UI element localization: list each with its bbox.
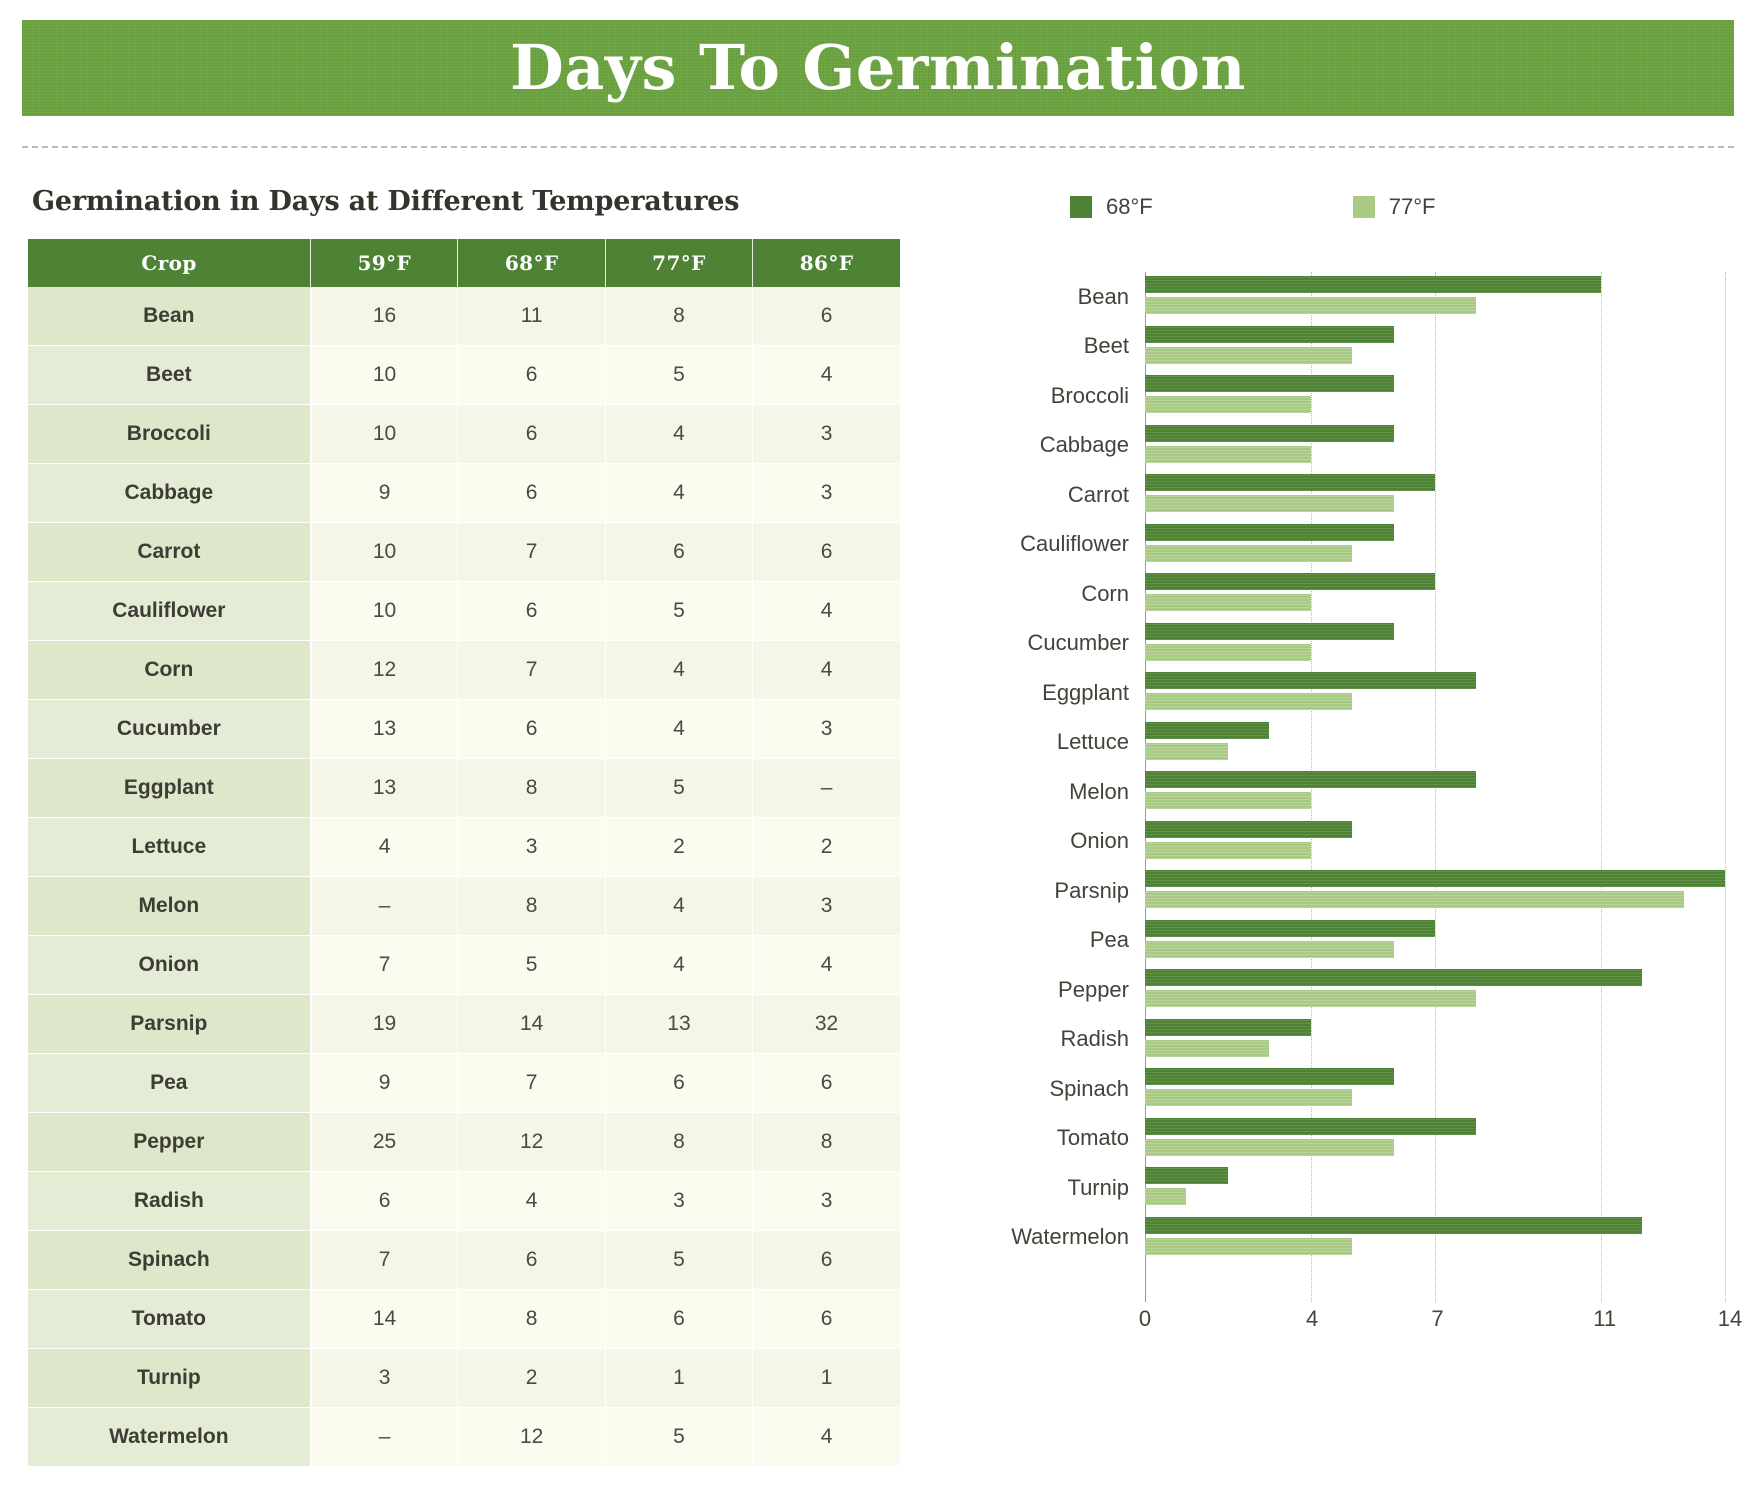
cell-crop: Spinach bbox=[28, 1231, 311, 1290]
cell-v77: 4 bbox=[605, 700, 752, 759]
bar-77f bbox=[1145, 495, 1394, 512]
chart-legend bbox=[1070, 194, 1435, 220]
cell-crop: Onion bbox=[28, 936, 311, 995]
cell-crop: Eggplant bbox=[28, 759, 311, 818]
bar-68f bbox=[1145, 771, 1476, 788]
cell-v86: 3 bbox=[753, 405, 900, 464]
bar-77f bbox=[1145, 941, 1394, 958]
cell-v59: 6 bbox=[311, 1172, 458, 1231]
cell-crop: Corn bbox=[28, 641, 311, 700]
cell-crop: Watermelon bbox=[28, 1408, 311, 1467]
table-row bbox=[28, 1172, 900, 1231]
cell-v77: 5 bbox=[605, 1231, 752, 1290]
cell-v77: 13 bbox=[605, 995, 752, 1054]
bar-rows bbox=[1011, 272, 1725, 1302]
cell-v86: 6 bbox=[753, 1231, 900, 1290]
cell-v86: 6 bbox=[753, 287, 900, 346]
table-row bbox=[28, 287, 900, 346]
bar-68f bbox=[1145, 623, 1394, 640]
cell-crop: Lettuce bbox=[28, 818, 311, 877]
bar-77f bbox=[1145, 1238, 1352, 1255]
bar-group bbox=[1089, 916, 1725, 966]
x-tick-label: 0 bbox=[1138, 1306, 1152, 1331]
bar-group bbox=[1083, 322, 1725, 372]
table-row bbox=[28, 405, 900, 464]
cell-v68: 5 bbox=[458, 936, 605, 995]
bar-group bbox=[1056, 718, 1725, 768]
cell-crop: Melon bbox=[28, 877, 311, 936]
cell-crop: Broccoli bbox=[28, 405, 311, 464]
cell-crop: Parsnip bbox=[28, 995, 311, 1054]
cell-v77: 5 bbox=[605, 582, 752, 641]
chart-section bbox=[930, 180, 1743, 1370]
bar-77f bbox=[1145, 644, 1311, 661]
bar-group bbox=[1069, 767, 1725, 817]
cell-v59: – bbox=[311, 1408, 458, 1467]
cell-v77: 1 bbox=[605, 1349, 752, 1408]
cell-crop: Cucumber bbox=[28, 700, 311, 759]
bar-77f bbox=[1145, 990, 1476, 1007]
cell-crop: Pea bbox=[28, 1054, 311, 1113]
bar-68f bbox=[1145, 375, 1394, 392]
table-row bbox=[28, 936, 900, 995]
bar-category-label: Radish bbox=[1060, 1026, 1129, 1052]
cell-v68: 8 bbox=[458, 877, 605, 936]
plot-axis-area bbox=[1011, 272, 1725, 1302]
bar-group bbox=[1020, 520, 1725, 570]
cell-v68: 7 bbox=[458, 1054, 605, 1113]
bar-77f bbox=[1145, 891, 1684, 908]
cell-v77: 8 bbox=[605, 1113, 752, 1172]
bar-category-label: Corn bbox=[1081, 580, 1129, 606]
cell-v86: 2 bbox=[753, 818, 900, 877]
cell-v68: 11 bbox=[458, 287, 605, 346]
cell-v68: 8 bbox=[458, 759, 605, 818]
bar-77f bbox=[1145, 1139, 1394, 1156]
cell-v86: 4 bbox=[753, 641, 900, 700]
bar-68f bbox=[1145, 1167, 1228, 1184]
cell-v68: 8 bbox=[458, 1290, 605, 1349]
bar-77f bbox=[1145, 594, 1311, 611]
bar-68f bbox=[1145, 573, 1435, 590]
table-title: Germination in Days at Different Temperatures bbox=[32, 186, 740, 217]
cell-v68: 6 bbox=[458, 464, 605, 523]
cell-crop: Pepper bbox=[28, 1113, 311, 1172]
cell-v59: 13 bbox=[311, 759, 458, 818]
bar-77f bbox=[1145, 842, 1311, 859]
bar-category-label: Watermelon bbox=[1011, 1224, 1129, 1250]
bar-68f bbox=[1145, 1217, 1642, 1234]
cell-v59: 9 bbox=[311, 464, 458, 523]
table-head bbox=[28, 239, 900, 287]
table-row bbox=[28, 1113, 900, 1172]
bar-77f bbox=[1145, 1089, 1352, 1106]
legend-swatch-68f bbox=[1070, 196, 1092, 218]
cell-crop: Radish bbox=[28, 1172, 311, 1231]
cell-v68: 7 bbox=[458, 523, 605, 582]
bar-category-label: Cucumber bbox=[1027, 630, 1129, 656]
cell-v77: 4 bbox=[605, 464, 752, 523]
legend-label-68f: 68°F bbox=[1106, 194, 1153, 219]
column-header-86f: 86°F bbox=[753, 239, 900, 287]
cell-v86: 4 bbox=[753, 582, 900, 641]
cell-v59: 7 bbox=[311, 1231, 458, 1290]
bar-category-label: Tomato bbox=[1056, 1125, 1129, 1151]
bar-77f bbox=[1145, 446, 1311, 463]
bar-group bbox=[1042, 668, 1725, 718]
bar-category-label: Bean bbox=[1077, 283, 1129, 309]
cell-v86: 3 bbox=[753, 700, 900, 759]
bar-68f bbox=[1145, 1118, 1476, 1135]
bar-category-label: Melon bbox=[1069, 778, 1129, 804]
bar-category-label: Parsnip bbox=[1054, 877, 1129, 903]
legend-label-77f: 77°F bbox=[1388, 194, 1436, 219]
cell-v86: 4 bbox=[753, 346, 900, 405]
table-row bbox=[28, 700, 900, 759]
table-row bbox=[28, 582, 900, 641]
table-row bbox=[28, 818, 900, 877]
cell-v59: 13 bbox=[311, 700, 458, 759]
cell-v86: 3 bbox=[753, 1172, 900, 1231]
cell-v86: 32 bbox=[753, 995, 900, 1054]
cell-crop: Carrot bbox=[28, 523, 311, 582]
bar-category-label: Lettuce bbox=[1056, 729, 1129, 755]
bar-68f bbox=[1145, 524, 1394, 541]
cell-v77: 4 bbox=[605, 641, 752, 700]
bar-group bbox=[1081, 569, 1725, 619]
bar-68f bbox=[1145, 920, 1435, 937]
x-tick-label: 7 bbox=[1431, 1306, 1444, 1331]
cell-v59: 19 bbox=[311, 995, 458, 1054]
cell-crop: Beet bbox=[28, 346, 311, 405]
bar-group bbox=[1056, 1114, 1725, 1164]
cell-v86: 3 bbox=[753, 464, 900, 523]
table-row bbox=[28, 1349, 900, 1408]
bar-68f bbox=[1145, 722, 1269, 739]
column-header-77f: 77°F bbox=[605, 239, 752, 287]
cell-v59: 10 bbox=[311, 523, 458, 582]
legend-item-68f bbox=[1070, 194, 1153, 220]
bar-category-label: Cauliflower bbox=[1020, 531, 1129, 557]
cell-crop: Cauliflower bbox=[28, 582, 311, 641]
cell-v86: 8 bbox=[753, 1113, 900, 1172]
cell-v77: 2 bbox=[605, 818, 752, 877]
header-divider bbox=[22, 146, 1734, 148]
cell-crop: Tomato bbox=[28, 1290, 311, 1349]
table-row bbox=[28, 464, 900, 523]
bar-68f bbox=[1145, 474, 1435, 491]
bar-group bbox=[1049, 1064, 1725, 1114]
bar-group bbox=[1060, 1015, 1725, 1065]
bar-category-label: Turnip bbox=[1067, 1174, 1129, 1200]
cell-v77: 5 bbox=[605, 759, 752, 818]
cell-v59: 16 bbox=[311, 287, 458, 346]
bar-category-label: Carrot bbox=[1067, 481, 1129, 507]
bar-category-label: Onion bbox=[1070, 828, 1129, 854]
x-axis-ticks bbox=[1138, 1306, 1743, 1346]
germination-table bbox=[28, 239, 900, 1467]
cell-v59: 4 bbox=[311, 818, 458, 877]
cell-v77: 4 bbox=[605, 405, 752, 464]
cell-v68: 2 bbox=[458, 1349, 605, 1408]
cell-crop: Turnip bbox=[28, 1349, 311, 1408]
cell-v59: 9 bbox=[311, 1054, 458, 1113]
table-row bbox=[28, 877, 900, 936]
cell-v77: 6 bbox=[605, 523, 752, 582]
bar-category-label: Eggplant bbox=[1042, 679, 1129, 705]
bar-68f bbox=[1145, 969, 1642, 986]
cell-v68: 6 bbox=[458, 1231, 605, 1290]
table-header-row bbox=[28, 239, 900, 287]
bar-group bbox=[1067, 470, 1725, 520]
bar-group bbox=[1027, 619, 1725, 669]
cell-v86: – bbox=[753, 759, 900, 818]
cell-v77: 3 bbox=[605, 1172, 752, 1231]
cell-v68: 14 bbox=[458, 995, 605, 1054]
bar-77f bbox=[1145, 347, 1352, 364]
cell-v86: 1 bbox=[753, 1349, 900, 1408]
bar-category-label: Cabbage bbox=[1039, 432, 1129, 458]
table-row bbox=[28, 1290, 900, 1349]
column-header-59f: 59°F bbox=[311, 239, 458, 287]
cell-v77: 6 bbox=[605, 1054, 752, 1113]
cell-v77: 6 bbox=[605, 1290, 752, 1349]
cell-v68: 7 bbox=[458, 641, 605, 700]
cell-v86: 6 bbox=[753, 1054, 900, 1113]
cell-v59: 12 bbox=[311, 641, 458, 700]
bar-77f bbox=[1145, 1040, 1269, 1057]
column-header-crop: Crop bbox=[28, 239, 311, 287]
bar-77f bbox=[1145, 743, 1228, 760]
cell-v77: 5 bbox=[605, 346, 752, 405]
cell-v68: 6 bbox=[458, 346, 605, 405]
cell-v59: 10 bbox=[311, 582, 458, 641]
bar-68f bbox=[1145, 1068, 1394, 1085]
bar-68f bbox=[1145, 425, 1394, 442]
cell-v86: 3 bbox=[753, 877, 900, 936]
page-title: Days To Germination bbox=[509, 31, 1246, 104]
bar-chart-plot bbox=[930, 272, 1725, 1302]
bar-group bbox=[1058, 965, 1725, 1015]
bar-category-label: Broccoli bbox=[1050, 382, 1129, 408]
bar-group bbox=[1077, 272, 1725, 322]
x-tick-label: 11 bbox=[1593, 1306, 1617, 1331]
bar-68f bbox=[1145, 276, 1601, 293]
cell-v59: 25 bbox=[311, 1113, 458, 1172]
bar-77f bbox=[1145, 693, 1352, 710]
legend-swatch-77f bbox=[1353, 196, 1375, 218]
bar-category-label: Spinach bbox=[1049, 1075, 1129, 1101]
cell-v77: 8 bbox=[605, 287, 752, 346]
bar-group bbox=[1054, 866, 1725, 916]
bar-77f bbox=[1145, 396, 1311, 413]
cell-v68: 6 bbox=[458, 700, 605, 759]
bar-68f bbox=[1145, 1019, 1311, 1036]
x-tick-label: 14 bbox=[1717, 1306, 1743, 1331]
bar-category-label: Pea bbox=[1089, 927, 1129, 953]
table-row bbox=[28, 641, 900, 700]
cell-v68: 6 bbox=[458, 405, 605, 464]
cell-v68: 3 bbox=[458, 818, 605, 877]
bar-group bbox=[1011, 1213, 1725, 1263]
column-header-68f: 68°F bbox=[458, 239, 605, 287]
table-body bbox=[28, 287, 900, 1467]
x-tick-label: 4 bbox=[1306, 1306, 1319, 1331]
page-banner bbox=[22, 20, 1734, 116]
cell-v68: 6 bbox=[458, 582, 605, 641]
table-row bbox=[28, 759, 900, 818]
cell-v86: 6 bbox=[753, 523, 900, 582]
bar-68f bbox=[1145, 821, 1352, 838]
table-row bbox=[28, 1054, 900, 1113]
cell-v59: 10 bbox=[311, 405, 458, 464]
gridline-14 bbox=[1725, 272, 1727, 1302]
bar-77f bbox=[1145, 792, 1311, 809]
legend-item-77f bbox=[1353, 194, 1436, 220]
bar-group bbox=[1070, 817, 1725, 867]
bar-68f bbox=[1145, 326, 1394, 343]
cell-v77: 5 bbox=[605, 1408, 752, 1467]
bar-group bbox=[1067, 1163, 1725, 1213]
bar-group bbox=[1039, 421, 1725, 471]
table-row bbox=[28, 346, 900, 405]
cell-v68: 12 bbox=[458, 1113, 605, 1172]
bar-77f bbox=[1145, 297, 1476, 314]
cell-v59: 3 bbox=[311, 1349, 458, 1408]
bar-group bbox=[1050, 371, 1725, 421]
table-row bbox=[28, 523, 900, 582]
cell-v86: 4 bbox=[753, 1408, 900, 1467]
bar-category-label: Beet bbox=[1083, 333, 1129, 359]
table-row bbox=[28, 995, 900, 1054]
cell-v59: 14 bbox=[311, 1290, 458, 1349]
cell-crop: Cabbage bbox=[28, 464, 311, 523]
bar-77f bbox=[1145, 1188, 1186, 1205]
bar-77f bbox=[1145, 545, 1352, 562]
table-row bbox=[28, 1231, 900, 1290]
cell-v68: 12 bbox=[458, 1408, 605, 1467]
cell-crop: Bean bbox=[28, 287, 311, 346]
cell-v77: 4 bbox=[605, 877, 752, 936]
bar-68f bbox=[1145, 672, 1476, 689]
cell-v59: – bbox=[311, 877, 458, 936]
bar-68f bbox=[1145, 870, 1725, 887]
cell-v86: 4 bbox=[753, 936, 900, 995]
cell-v86: 6 bbox=[753, 1290, 900, 1349]
cell-v68: 4 bbox=[458, 1172, 605, 1231]
cell-v59: 7 bbox=[311, 936, 458, 995]
cell-v77: 4 bbox=[605, 936, 752, 995]
cell-v59: 10 bbox=[311, 346, 458, 405]
table-section bbox=[28, 186, 908, 1467]
table-row bbox=[28, 1408, 900, 1467]
bar-category-label: Pepper bbox=[1058, 976, 1129, 1002]
